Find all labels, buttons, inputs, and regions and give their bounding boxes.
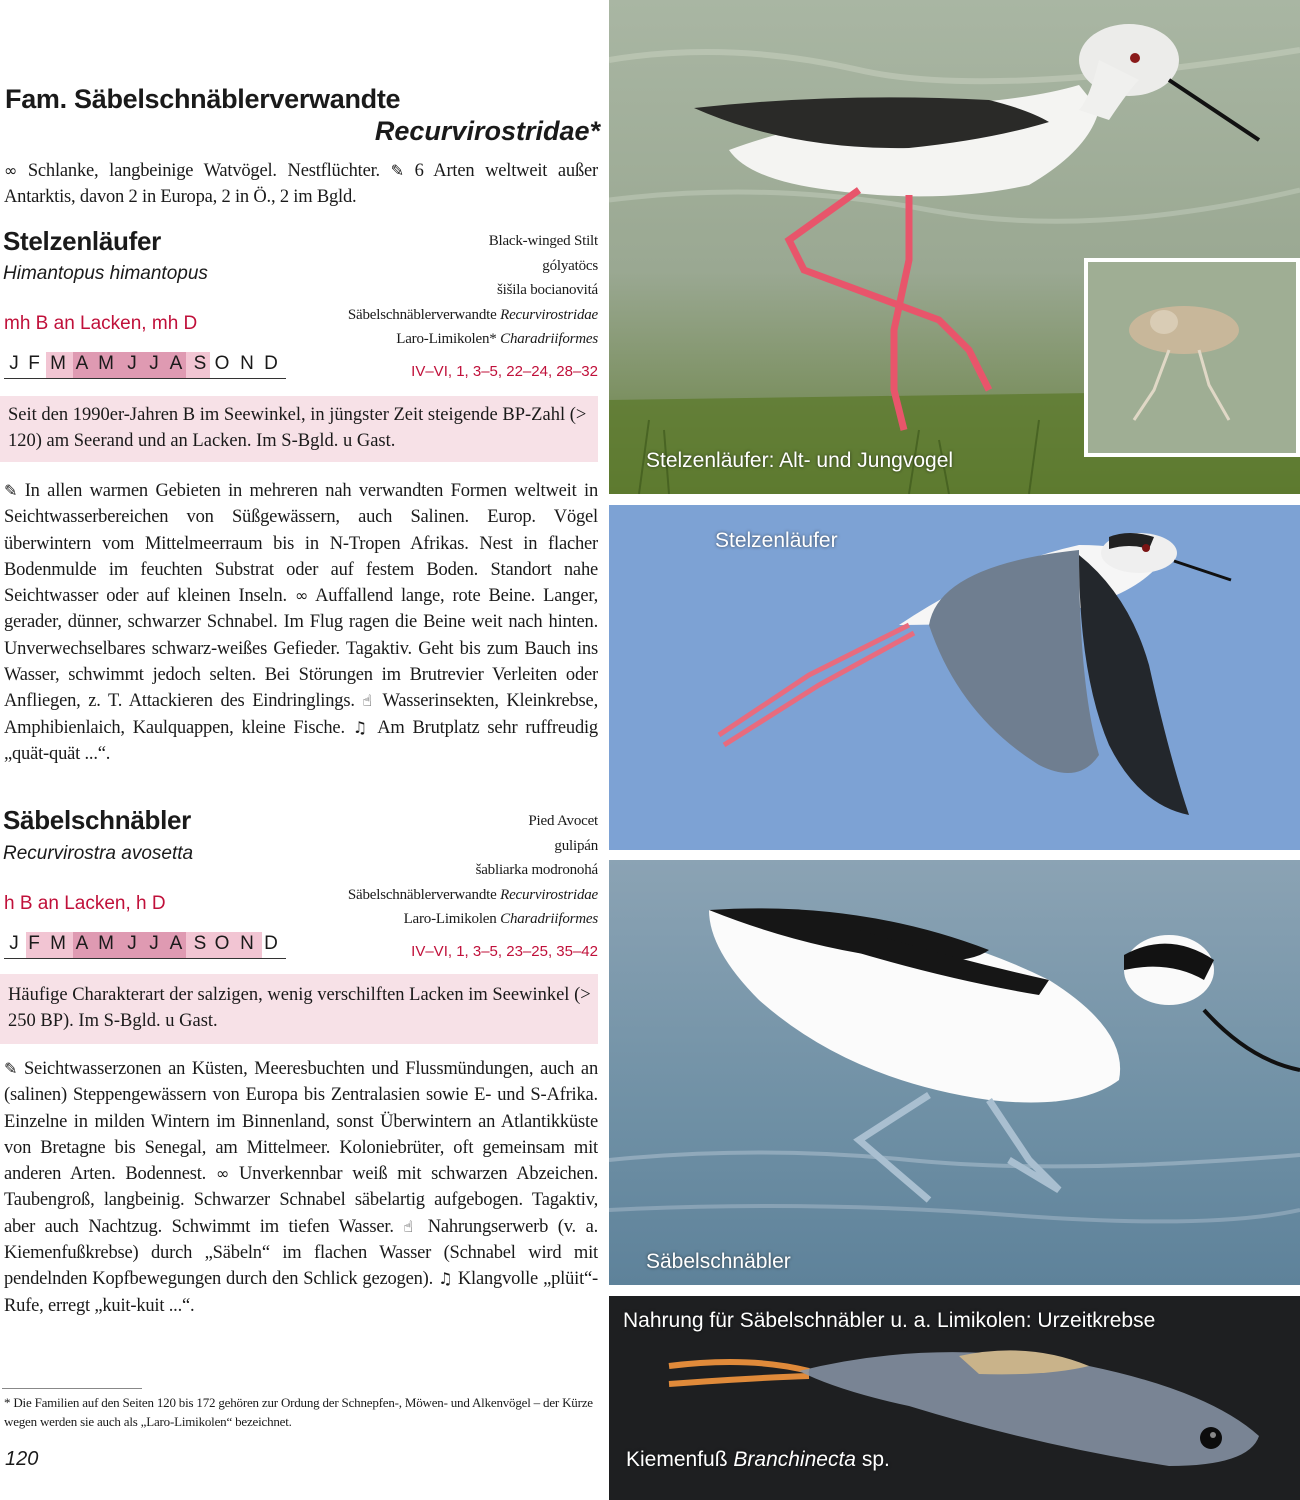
month-mar: M	[50, 353, 66, 374]
footnote-divider	[2, 1388, 142, 1389]
species2-name-hu: gulipán	[554, 837, 598, 854]
species1-status: mh B an Lacken, mh D	[4, 313, 198, 334]
month-jan: J	[9, 933, 19, 954]
species1-latin: Himantopus himantopus	[3, 263, 208, 284]
species1-refs: IV–VI, 1, 3–5, 22–24, 28–32	[411, 363, 598, 380]
caption-photo4-top: Nahrung für Säbelschnäbler u. a. Limikolen: Urzeitkrebse	[623, 1309, 1156, 1332]
species1-name-sk: šišila bocianovitá	[497, 282, 598, 299]
caption-photo1: Stelzenläufer: Alt- und Jungvogel	[646, 449, 954, 472]
species2-latin: Recurvirostra avosetta	[3, 843, 194, 864]
pencil-icon: ✎	[390, 161, 404, 180]
month-jul: J	[149, 353, 159, 374]
month-apr: A	[75, 933, 89, 954]
species1-order: Laro-Limikolen* Charadriiformes	[396, 331, 598, 348]
photo-avocet	[609, 860, 1300, 1285]
text-column	[0, 0, 606, 1500]
month-oct: O	[214, 933, 230, 954]
species2-status-box: Häufige Charakterart der salzigen, wenig verschilften Lacken im Seewinkel (> 250 BP). Im S-Bgld. u Gast.	[0, 974, 598, 1044]
month-may: M	[98, 933, 114, 954]
month-jan: J	[9, 353, 19, 374]
species1-month-bar	[4, 352, 286, 379]
species1-name-en: Black-winged Stilt	[488, 233, 598, 249]
month-sep: S	[193, 933, 207, 954]
species1-name: Stelzenläufer	[3, 226, 161, 256]
stilt-photo-illustration	[609, 0, 1300, 494]
species2-family: Säbelschnäblerverwandte Recurvirostridae	[347, 886, 598, 903]
binoculars-icon: ∞	[215, 1164, 230, 1184]
caption-photo3: Säbelschnäbler	[646, 1250, 791, 1273]
month-dec: D	[264, 353, 278, 374]
species1-names	[348, 229, 598, 352]
species1-name-hu: gólyatöcs	[542, 257, 598, 274]
species2-description: ✎ Seichtwasserzonen an Küsten, Meeresbuchten und Flussmündungen, auch an (salinen) Steppengewässern von Europa bis Zentralasien sowie E- und S-Afrika. Einzelne in milden Wintern im Binnenland, sonst Überwintern an Atlantikküste von Bretagne bis Senegal, am Mittelmeer. Koloniebrüter, oft gemeinsam mit anderen Arten. Bodennest. ∞ Unverkennbar weiß mit schwarzen Abzeichen. Taubengroß, langbeinig. Schwarzer Schnabel säbelartig aufgebogen. Tagaktiv, aber auch Nachtzug. Schwimmt im tiefen Wasser. ☝ Nahrungserwerb (v. a. Kiemenfußkrebse) durch „Säbeln“ im flachen Wasser (Schnabel wird mit pendelnden Kopfbewegungen durch den Schlick gezogen). ♫ Klangvolle „plüit“-Rufe, erregt „kuit-kuit ...“.	[4, 1059, 599, 1316]
month-aug: A	[169, 933, 183, 954]
ear-icon: ♫	[438, 1269, 453, 1289]
photo-stilt-adult-juvenile	[609, 0, 1300, 494]
stilt-flight-illustration	[609, 505, 1300, 850]
species1-description: ✎ In allen warmen Gebieten in mehreren nah verwandten Formen weltweit in Seichtwasserbereichen von Süßgewässern, auch Salinen. Europ. Vögel überwintern vom Mittelmeerraum bis in N-Tropen Afrikas. Nest in flacher Bodenmulde im feuchten Substrat oder auf festem Boden. Standort nahe Seichtwasser oder auf kleinen Inseln. ∞ Auffallend lange, rote Beine. Langer, gerader, dünner, schwarzer Schnabel. Im Flug ragen die Beine weit nach hinten. Unverwechselbares schwarz-weißes Gefieder. Tagaktiv. Geht bis zum Bauch ins Wasser, schwimmt jedoch selten. Bei Störungen im Brutrevier Verleiten oder Anfliegen, z. T. Attackieren des Eindringlings. ☝ Wasserinsekten, Kleinkrebse, Amphibienlaich, Kaulquappen, kleine Fische. ♫ Am Brutplatz sehr ruffreudig „quät-quät ...“.	[4, 481, 598, 764]
pencil-icon: ✎	[4, 1059, 18, 1078]
hand-icon: ☝	[362, 691, 376, 711]
month-mar: M	[50, 933, 66, 954]
month-nov: N	[240, 353, 254, 374]
month-oct: O	[214, 353, 230, 374]
photo-stilt-flight	[609, 505, 1300, 850]
footnote: * Die Familien auf den Seiten 120 bis 172 gehören zur Ordung der Schnepfen-, Möwen- und Alkenvögel – der Kürze wegen werden sie auch als „Laro-Limikolen“ bezeichnet.	[4, 1395, 593, 1429]
month-jun: J	[127, 353, 137, 374]
species1-family: Säbelschnäblerverwandte Recurvirostridae	[347, 306, 598, 323]
hand-icon: ☝	[403, 1216, 419, 1236]
caption-photo2: Stelzenläufer	[715, 529, 838, 552]
family-latin-name: Recurvirostridae*	[374, 116, 600, 146]
photo-fairy-shrimp	[609, 1296, 1300, 1500]
binoculars-icon: ∞	[294, 586, 309, 606]
species2-name-en: Pied Avocet	[528, 813, 598, 829]
ear-icon: ♫	[352, 717, 371, 737]
family-title: Fam. Säbelschnäblerverwandte	[5, 84, 401, 114]
month-may: M	[98, 353, 114, 374]
page-number: 120	[5, 1448, 39, 1470]
month-feb: F	[28, 933, 40, 954]
month-aug: A	[169, 353, 183, 374]
caption-photo4-bottom: Kiemenfuß Branchinecta sp.	[626, 1448, 890, 1471]
month-apr: A	[75, 353, 89, 374]
family-intro: ∞ Schlanke, langbeinige Watvögel. Nestflüchter. ✎ 6 Arten weltweit außer Antarktis, davon 2 in Europa, 2 in Ö., 2 im Bgld.	[4, 161, 598, 208]
species2-order: Laro-Limikolen Charadriiformes	[403, 911, 598, 928]
species2-refs: IV–VI, 1, 3–5, 23–25, 35–42	[411, 943, 598, 960]
species2-month-bar	[4, 932, 286, 959]
binoculars-icon: ∞	[4, 161, 18, 180]
species2-name-sk: šabliarka modronohá	[475, 862, 598, 879]
month-jun: J	[127, 933, 137, 954]
month-jul: J	[149, 933, 159, 954]
species2-status: h B an Lacken, h D	[4, 893, 166, 914]
month-nov: N	[240, 933, 254, 954]
month-sep: S	[193, 353, 207, 374]
month-dec: D	[264, 933, 278, 954]
pencil-icon: ✎	[4, 481, 18, 500]
species2-name: Säbelschnäbler	[3, 805, 191, 835]
species1-status-box: Seit den 1990er-Jahren B im Seewinkel, in jüngster Zeit steigende BP-Zahl (> 120) am Seerand und an Lacken. Im S-Bgld. u Gast.	[0, 396, 598, 462]
species2-names	[348, 809, 598, 932]
month-feb: F	[28, 353, 40, 374]
avocet-illustration	[609, 860, 1300, 1285]
